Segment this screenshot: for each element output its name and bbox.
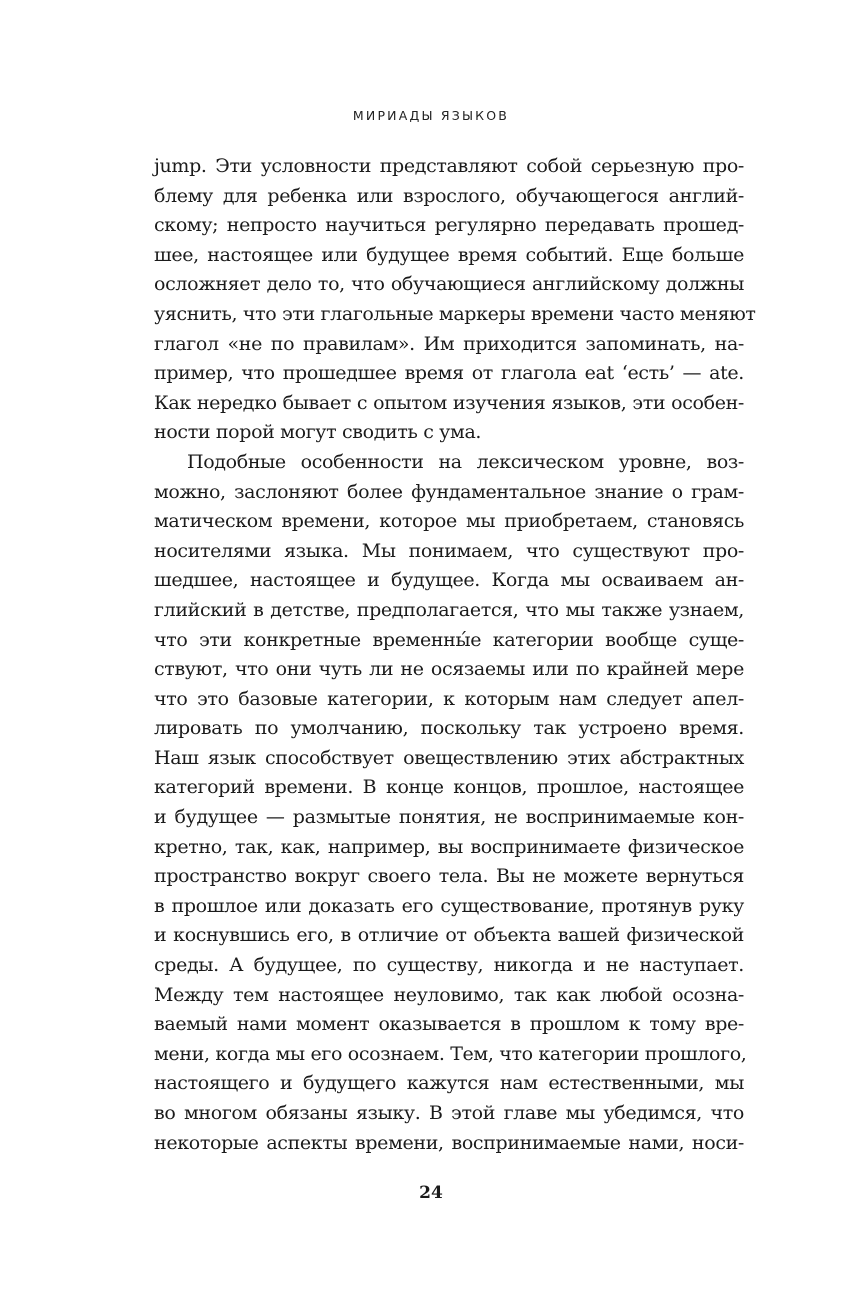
text-line: мени, когда мы его осознаем. Тем, что категории прошлого, — [154, 1042, 747, 1065]
text-line: пример, что прошедшее время от глагола eat ‘есть’ — ate. — [154, 362, 744, 385]
text-line: Наш язык способствует овеществлению этих абстрактных — [154, 746, 744, 769]
text-line: настоящего и будущего кажутся нам естественными, мы — [154, 1072, 744, 1095]
running-head: МИРИАДЫ ЯЗЫКОВ — [352, 108, 510, 123]
text-line: среды. А будущее, по существу, никогда и не наступает. — [154, 954, 744, 977]
text-line: что это базовые категории, к которым нам следует апел- — [154, 687, 744, 710]
page-number: 24 — [419, 1183, 443, 1203]
text-line: Между тем настоящее неуловимо, так как любой осозна- — [154, 983, 744, 1006]
text-line: что эти конкретные временны́е категории вообще суще- — [154, 628, 744, 651]
text-line: можно, заслоняют более фундаментальное знание о грам- — [154, 480, 744, 503]
text-line: ности порой могут сводить с ума. — [154, 421, 482, 444]
text-line: Подобные особенности на лексическом уровне, воз- — [187, 450, 744, 473]
body-text — [154, 152, 756, 1158]
text-line: уяснить, что эти глагольные маркеры времени часто меняют — [154, 302, 756, 325]
text-line: глийский в детстве, предполагается, что мы также узнаем, — [154, 598, 744, 621]
text-line: и будущее — размытые понятия, не воспринимаемые кон- — [154, 806, 744, 829]
text-line: категорий времени. В конце концов, прошлое, настоящее — [154, 776, 744, 799]
text-line: матическом времени, которое мы приобретаем, становясь — [154, 510, 744, 533]
text-line: jump. Эти условности представляют собой серьезную про- — [154, 155, 744, 177]
text-line: глагол «не по правилам». Им приходится запоминать, на- — [154, 332, 744, 355]
text-line: осложняет дело то, что обучающиеся английскому должны — [154, 273, 744, 296]
text-line: скому; непросто научиться регулярно передавать прошед- — [154, 214, 744, 237]
text-line: в прошлое или доказать его существование, протянув руку — [154, 894, 744, 917]
text-line: шее, настоящее или будущее время событий. Еще больше — [154, 243, 744, 266]
text-line: ваемый нами момент оказывается в прошлом к тому вре- — [154, 1013, 744, 1036]
text-line: кретно, так, как, например, вы воспринимаете физическое — [154, 835, 744, 858]
text-line: пространство вокруг своего тела. Вы не можете вернуться — [154, 865, 744, 888]
text-line: во многом обязаны языку. В этой главе мы убедимся, что — [154, 1102, 744, 1124]
text-line: шедшее, настоящее и будущее. Когда мы осваиваем ан- — [154, 569, 744, 592]
text-line: ствуют, что они чуть ли не осязаемы или по крайней мере — [154, 658, 744, 681]
text-line: и коснувшись его, в отличие от объекта вашей физической — [154, 924, 744, 947]
paragraph-2 — [154, 448, 747, 1158]
text-line: лировать по умолчанию, поскольку так устроено время. — [154, 717, 744, 740]
text-line: носителями языка. Мы понимаем, что существуют про- — [154, 539, 744, 562]
text-line: блему для ребенка или взрослого, обучающегося англий- — [154, 184, 744, 207]
text-line: Как нередко бывает с опытом изучения языков, эти особен- — [154, 391, 744, 414]
text-line: некоторые аспекты времени, воспринимаемые нами, носи- — [154, 1131, 744, 1154]
paragraph-1 — [154, 152, 756, 448]
